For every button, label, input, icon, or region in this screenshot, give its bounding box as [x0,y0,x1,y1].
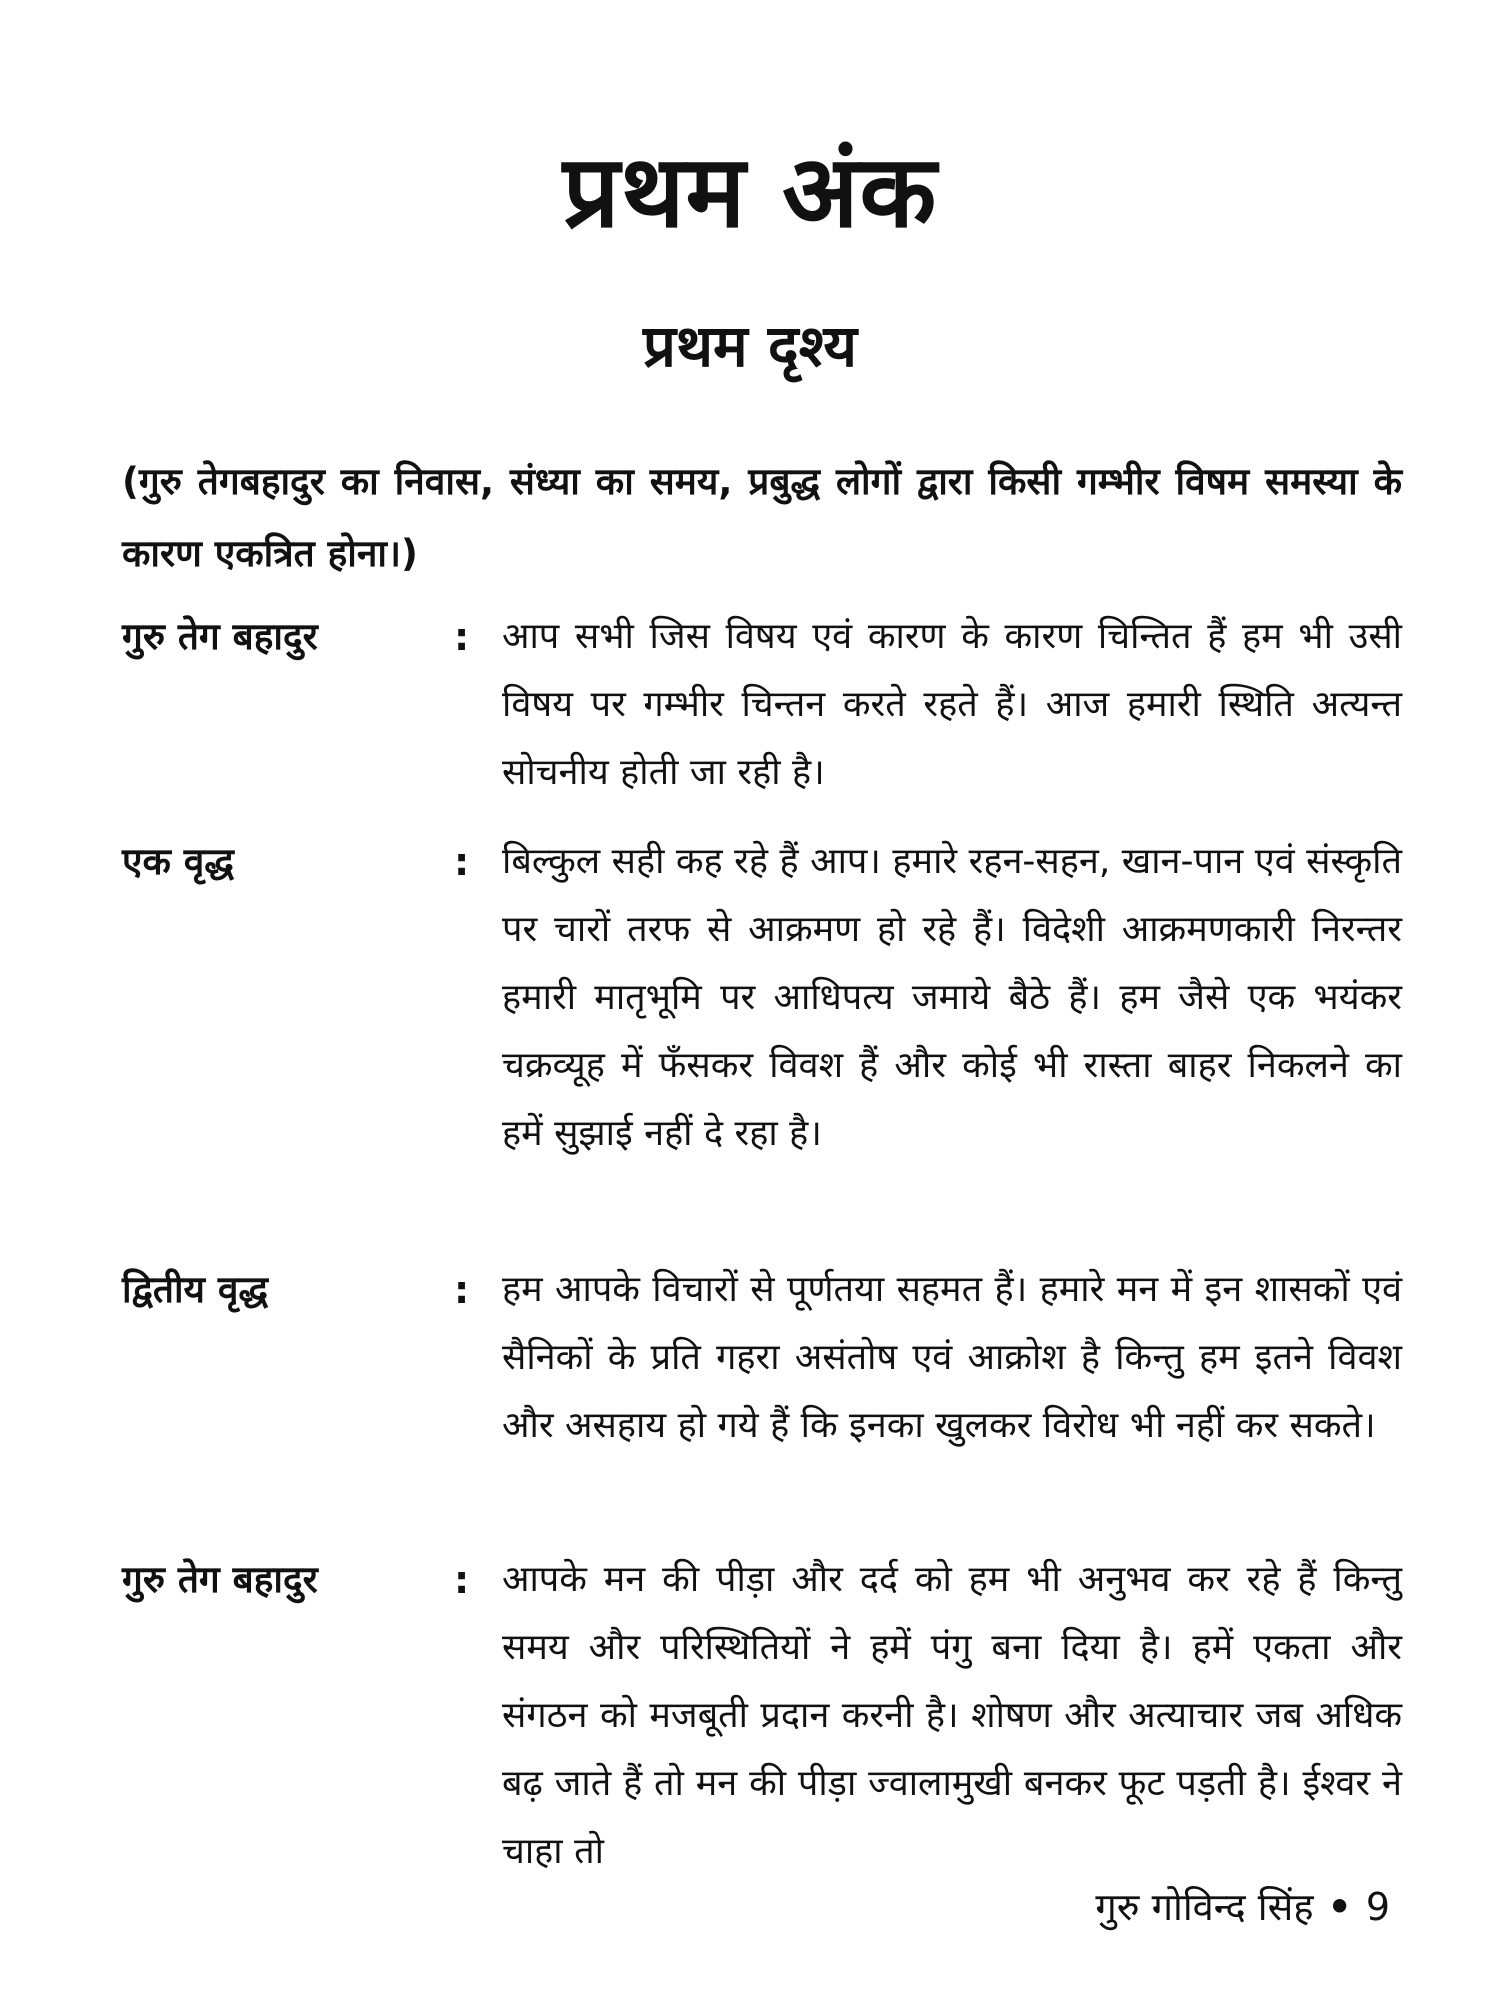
act-title: प्रथम अंक [562,133,938,250]
speaker-separator: : [454,615,470,659]
page-number: 9 [1365,1885,1390,1929]
scene-title: प्रथम दृश्य [642,312,858,380]
speaker-separator: : [454,1268,470,1312]
speaker-separator: : [454,840,470,884]
dialogue-text: आपके मन की पीड़ा और दर्द को हम भी अनुभव कर रहे हैं किन्तु समय और परिस्थितियों ने हमें पंगु बना दिया है। हमें एकता और संगठन को मजबूती प्रदान करनी है। शोषण और अत्याचार जब अधिक बढ़ जाते हैं तो मन की पीड़ा ज्वालामुखी बनकर फूट पड़ती है। ईश्वर ने चाहा तो [502,1559,1402,1872]
page-footer [1095,1885,1390,1931]
dialogue-text: आप सभी जिस विषय एवं कारण के कारण चिन्तित हैं हम भी उसी विषय पर गम्भीर चिन्तन करते रहते हैं। आज हमारी स्थिति अत्यन्त सोचनीय होती जा रही है। [502,616,1402,793]
footer-bullet: • [1327,1885,1352,1929]
dialogue-text: बिल्कुल सही कह रहे हैं आप। हमारे रहन-सहन, खान-पान एवं संस्कृति पर चारों तरफ से आक्रमण हो रहे हैं। विदेशी आक्रमणकारी निरन्तर हमारी मातृभूमि पर आधिपत्य जमाये बैठे हैं। हम जैसे एक भयंकर चक्रव्यूह में फँसकर विवश हैं और कोई भी रास्ता बाहर निकलने का हमें सुझाई नहीं दे रहा है। [502,841,1402,1154]
speaker-name: गुरु तेग बहादुर [122,615,318,658]
running-title: गुरु गोविन्द सिंह [1095,1885,1314,1929]
speaker-name: एक वृद्ध [122,840,234,883]
dialogue-text: हम आपके विचारों से पूर्णतया सहमत हैं। हमारे मन में इन शासकों एवं सैनिकों के प्रति गहरा असंतोष एवं आक्रोश है किन्तु हम इतने विवश और असहाय हो गये हैं कि इनका खुलकर विरोध भी नहीं कर सकते। [502,1269,1402,1446]
stage-direction: (गुरु तेगबहादुर का निवास, संध्या का समय, प्रबुद्ध लोगों द्वारा किसी गम्भीर विषम समस्या के कारण एकत्रित होना।) [122,460,1402,575]
speaker-name: गुरु तेग बहादुर [122,1558,318,1601]
speaker-separator: : [454,1558,470,1602]
speaker-name: द्वितीय वृद्ध [122,1268,269,1311]
